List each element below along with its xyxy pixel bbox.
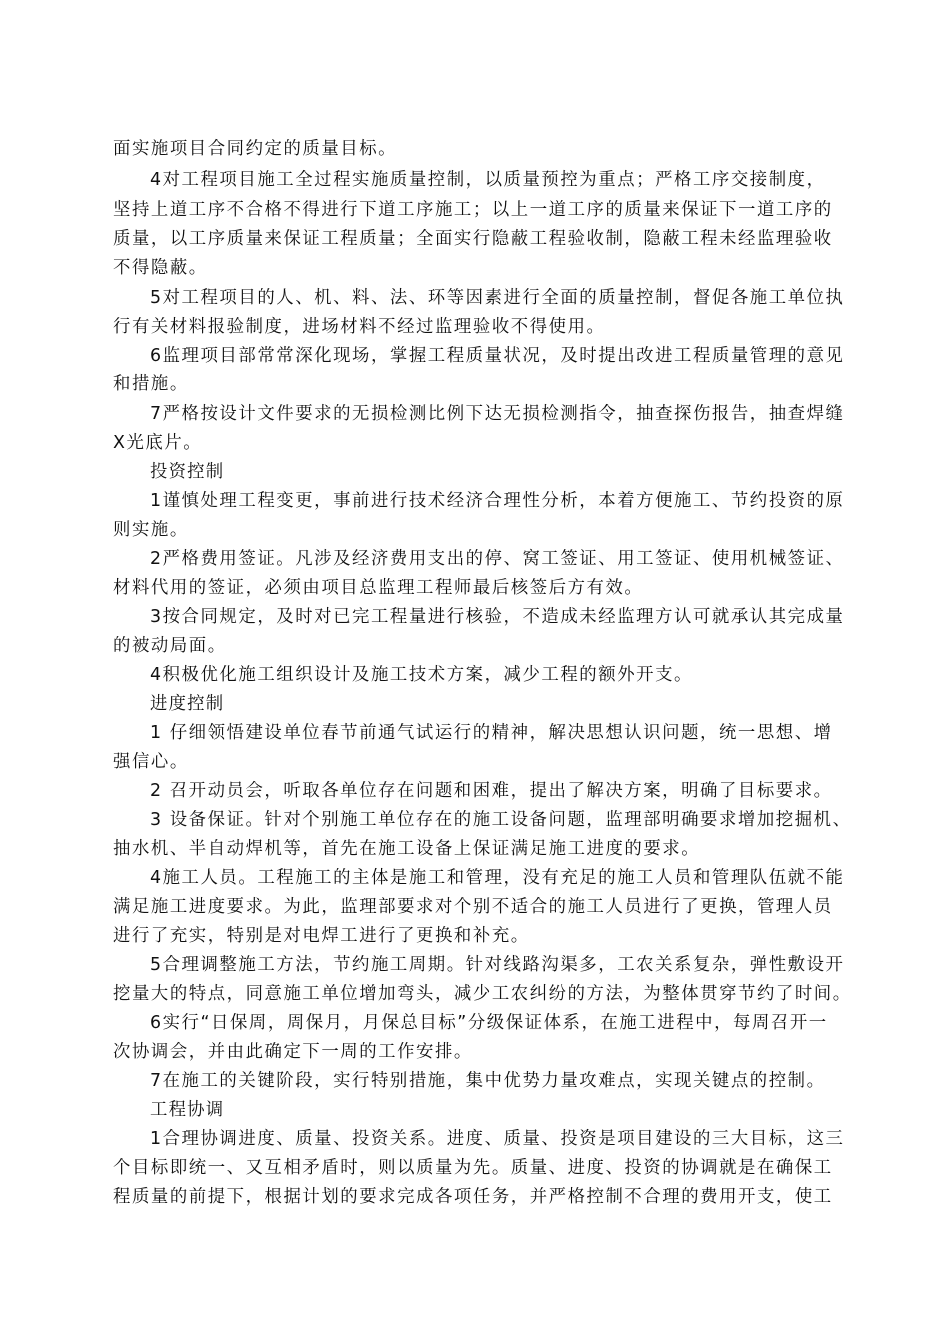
text-line: 坚持上道工序不合格不得进行下道工序施工；以上一道工序的质量来保证下一道工序的 [113,200,833,220]
section-heading: 工程协调 [150,1100,225,1120]
text-line: 7严格按设计文件要求的无损检测比例下达无损检测指令，抽查探伤报告，抽查焊缝 [150,404,845,424]
text-line: 满足施工进度要求。为此，监理部要求对个别不适合的施工人员进行了更换，管理人员 [113,897,833,917]
text-line: 3按合同规定，及时对已完工程量进行核验，不造成未经监理方认可就承认其完成量 [150,607,845,627]
text-line: 和措施。 [113,374,189,394]
text-line: 不得隐蔽。 [113,258,208,278]
text-line: 6监理项目部常常深化现场，掌握工程质量状况，及时提出改进工程质量管理的意见 [150,346,845,366]
text-line: 6实行“日保周，周保月，月保总目标”分级保证体系，在施工进程中，每周召开一 [150,1013,828,1033]
text-line: 3 设备保证。针对个别施工单位存在的施工设备问题，监理部明确要求增加挖掘机、 [150,810,852,830]
text-line: 挖量大的特点，同意施工单位增加弯头，减少工农纠纷的方法，为整体贯穿节约了时间。 [113,984,852,1004]
text-line: 4施工人员。工程施工的主体是施工和管理，没有充足的施工人员和管理队伍就不能 [150,868,845,888]
text-line: 2严格费用签证。凡涉及经济费用支出的停、窝工签证、用工签证、使用机械签证、 [150,549,845,569]
text-line: 程质量的前提下，根据计划的要求完成各项任务，并严格控制不合理的费用开支，使工 [113,1187,833,1207]
text-line: 的被动局面。 [113,636,227,656]
section-heading: 进度控制 [150,694,225,714]
text-line: 进行了充实，特别是对电焊工进行了更换和补充。 [113,926,530,946]
text-line: 5对工程项目的人、机、料、法、环等因素进行全面的质量控制，督促各施工单位执 [150,288,845,308]
text-line: 则实施。 [113,520,189,540]
text-line: 次协调会，并由此确定下一周的工作安排。 [113,1042,473,1062]
text-line: 1 仔细领悟建设单位春节前通气试运行的精神，解决思想认识问题，统一思想、增 [150,723,833,743]
text-line: 材料代用的签证，必须由项目总监理工程师最后核签后方有效。 [113,578,644,598]
section-heading: 投资控制 [150,462,225,482]
text-line: 抽水机、半自动焊机等，首先在施工设备上保证满足施工进度的要求。 [113,839,701,859]
text-line: 强信心。 [113,752,189,772]
text-line: 1合理协调进度、质量、投资关系。进度、质量、投资是项目建设的三大目标，这三 [150,1129,845,1149]
text-line: 7在施工的关键阶段，实行特别措施，集中优势力量攻难点，实现关键点的控制。 [150,1071,826,1091]
text-line: 个目标即统一、又互相矛盾时，则以质量为先。质量、进度、投资的协调就是在确保工 [113,1158,833,1178]
text-line: X光底片。 [113,433,203,453]
text-line: 5合理调整施工方法，节约施工周期。针对线路沟渠多，工农关系复杂，弹性敷设开 [150,955,845,975]
text-line: 面实施项目合同约定的质量目标。 [113,139,398,159]
text-line: 质量，以工序质量来保证工程质量；全面实行隐蔽工程验收制，隐蔽工程未经监理验收 [113,229,833,249]
text-line: 4积极优化施工组织设计及施工技术方案，减少工程的额外开支。 [150,665,693,685]
text-line: 1谨慎处理工程变更，事前进行技术经济合理性分析，本着方便施工、节约投资的原 [150,491,845,511]
text-line: 4对工程项目施工全过程实施质量控制，以质量预控为重点；严格工序交接制度， [150,170,826,190]
text-line: 2 召开动员会，听取各单位存在问题和困难，提出了解决方案，明确了目标要求。 [150,781,833,801]
text-line: 行有关材料报验制度，进场材料不经过监理验收不得使用。 [113,317,606,337]
